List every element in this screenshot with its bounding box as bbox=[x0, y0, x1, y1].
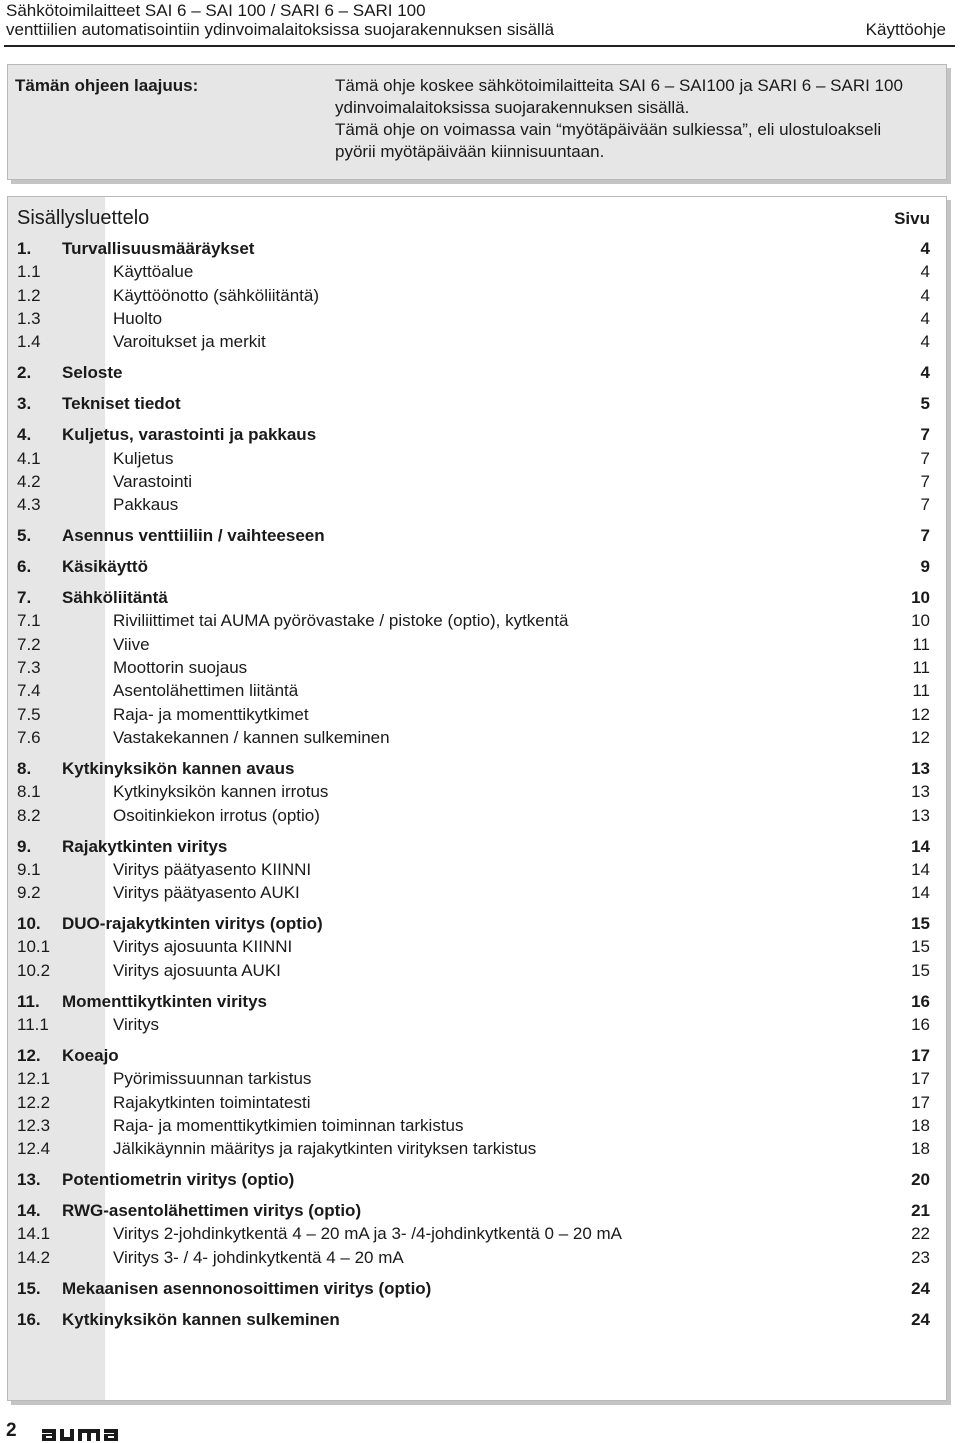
toc-entry-number: 5. bbox=[17, 526, 32, 545]
toc-entry-number: 12.4 bbox=[17, 1139, 51, 1158]
toc-entry-title: Pyörimissuunnan tarkistus bbox=[113, 1069, 312, 1088]
toc-entry-number: 13. bbox=[17, 1170, 41, 1189]
toc-entry[interactable] bbox=[8, 610, 946, 632]
toc-entry-page: 13 bbox=[911, 806, 930, 825]
toc-entry[interactable] bbox=[8, 556, 946, 578]
toc-entry-number: 1.1 bbox=[17, 262, 41, 281]
toc-entry[interactable] bbox=[8, 991, 946, 1013]
toc-entry-page: 14 bbox=[911, 883, 930, 902]
toc-entry-title: Tekniset tiedot bbox=[62, 394, 181, 413]
toc-entry-page: 4 bbox=[920, 363, 930, 382]
toc-entry-number: 4.2 bbox=[17, 472, 41, 491]
toc-entry-number: 1.2 bbox=[17, 286, 41, 305]
toc-entry-page: 16 bbox=[911, 992, 930, 1011]
toc-entry-number: 8.1 bbox=[17, 782, 41, 801]
toc-entry-page: 17 bbox=[911, 1046, 930, 1065]
toc-entry-page: 11 bbox=[912, 658, 930, 677]
toc-entry-page: 14 bbox=[911, 837, 930, 856]
toc-entry-page: 14 bbox=[911, 860, 930, 879]
toc-entry[interactable] bbox=[8, 1247, 946, 1269]
toc-entry-page: 11 bbox=[912, 681, 930, 700]
toc-entry-title: Raja- ja momenttikytkimet bbox=[113, 705, 309, 724]
scope-line: pyörii myötäpäivään kiinnisuuntaan. bbox=[335, 142, 605, 161]
toc-entry[interactable] bbox=[8, 781, 946, 803]
toc-entry-number: 10. bbox=[17, 914, 41, 933]
toc-entry[interactable] bbox=[8, 936, 946, 958]
toc-entry-number: 8. bbox=[17, 759, 32, 778]
toc-entry-page: 18 bbox=[911, 1116, 930, 1135]
toc-entry-title: DUO-rajakytkinten viritys (optio) bbox=[62, 914, 323, 933]
toc-entry-title: Kytkinyksikön kannen irrotus bbox=[113, 782, 329, 801]
toc-entry-page: 15 bbox=[911, 937, 930, 956]
header-title-line1: Sähkötoimilaitteet SAI 6 – SAI 100 / SARI 6 – SARI 100 bbox=[6, 1, 426, 20]
toc-entry[interactable] bbox=[8, 913, 946, 935]
toc-entry[interactable] bbox=[8, 1045, 946, 1067]
toc-entry[interactable] bbox=[8, 1115, 946, 1137]
toc-entry[interactable] bbox=[8, 1092, 946, 1114]
toc-entry-title: Kytkinyksikön kannen avaus bbox=[62, 759, 295, 778]
toc-entry-number: 10.2 bbox=[17, 961, 51, 980]
header-title-line2: venttiilien automatisointiin ydinvoimalaitoksissa suojarakennuksen sisällä bbox=[6, 20, 555, 39]
toc-entry-page: 7 bbox=[920, 449, 930, 468]
toc-entry-number: 15. bbox=[17, 1279, 41, 1298]
toc-entry-page: 12 bbox=[911, 728, 930, 747]
toc-entry-number: 6. bbox=[17, 557, 32, 576]
toc-entry-page: 24 bbox=[911, 1279, 930, 1298]
toc-entry[interactable] bbox=[8, 758, 946, 780]
toc-entry-number: 1.4 bbox=[17, 332, 41, 351]
toc-entry[interactable] bbox=[8, 525, 946, 547]
scope-line: Tämä ohje on voimassa vain “myötäpäivään sulkiessa”, eli ulostuloakseli bbox=[335, 120, 882, 139]
toc-entry[interactable] bbox=[8, 424, 946, 446]
toc-entry-title: Osoitinkiekon irrotus (optio) bbox=[113, 806, 320, 825]
toc-entry[interactable] bbox=[8, 1223, 946, 1245]
toc-entry[interactable] bbox=[8, 680, 946, 702]
toc-entry-number: 4. bbox=[17, 425, 32, 444]
toc-entry-title: Viritys 2-johdinkytkentä 4 – 20 mA ja 3- /4-johdinkytkentä 0 – 20 mA bbox=[113, 1224, 623, 1243]
toc-entry-title: Viive bbox=[113, 635, 150, 654]
toc-entry-page: 4 bbox=[920, 262, 930, 281]
toc-entry-title: Kuljetus bbox=[113, 449, 174, 468]
toc-entry-title: Käyttöalue bbox=[113, 262, 194, 281]
toc-entry-page: 13 bbox=[911, 782, 930, 801]
toc-entry-number: 7.2 bbox=[17, 635, 41, 654]
toc-entry-title: Viritys päätyasento KIINNI bbox=[113, 860, 312, 879]
toc-entry[interactable] bbox=[8, 261, 946, 283]
toc-entry-number: 12.3 bbox=[17, 1116, 51, 1135]
toc-entry-number: 4.3 bbox=[17, 495, 41, 514]
auma-logo bbox=[40, 1420, 130, 1442]
toc-entry-page: 7 bbox=[920, 495, 930, 514]
scope-line: ydinvoimalaitoksissa suojarakennuksen sisällä. bbox=[335, 98, 690, 117]
toc-entry-title: Riviliittimet tai AUMA pyörövastake / pistoke (optio), kytkentä bbox=[113, 611, 569, 630]
toc-entry[interactable] bbox=[8, 805, 946, 827]
toc-page-header: Sivu bbox=[894, 209, 930, 228]
toc-entry-title: Viritys päätyasento AUKI bbox=[113, 883, 300, 902]
toc-entry-page: 18 bbox=[911, 1139, 930, 1158]
toc-entry[interactable] bbox=[8, 1200, 946, 1222]
toc-entry-title: Huolto bbox=[113, 309, 163, 328]
toc-entry-number: 9.1 bbox=[17, 860, 41, 879]
toc-entry-number: 9. bbox=[17, 837, 32, 856]
toc-entry-page: 24 bbox=[911, 1310, 930, 1329]
toc-entry[interactable] bbox=[8, 1169, 946, 1191]
toc-entry-number: 12.1 bbox=[17, 1069, 51, 1088]
toc-entry-number: 12. bbox=[17, 1046, 41, 1065]
toc-entry-number: 16. bbox=[17, 1310, 41, 1329]
toc-entry-title: Koeajo bbox=[62, 1046, 119, 1065]
toc-entry-title: Raja- ja momenttikytkimien toiminnan tarkistus bbox=[113, 1116, 464, 1135]
toc-entry-number: 7.3 bbox=[17, 658, 41, 677]
scope-line: Tämä ohje koskee sähkötoimilaitteita SAI 6 – SAI100 ja SARI 6 – SARI 100 bbox=[335, 76, 903, 95]
toc-entry-page: 15 bbox=[911, 914, 930, 933]
toc-entry-page: 16 bbox=[911, 1015, 930, 1034]
toc-entry-number: 7.5 bbox=[17, 705, 41, 724]
toc-entry-title: Viritys ajosuunta AUKI bbox=[113, 961, 281, 980]
toc-entry-number: 1. bbox=[17, 239, 32, 258]
toc-entry-title: Pakkaus bbox=[113, 495, 179, 514]
toc-entry[interactable] bbox=[8, 362, 946, 384]
toc-entry-page: 17 bbox=[911, 1093, 930, 1112]
toc-entry-title: Potentiometrin viritys (optio) bbox=[62, 1170, 295, 1189]
page-header bbox=[0, 0, 960, 48]
toc-entry-page: 9 bbox=[920, 557, 930, 576]
toc-entry-page: 10 bbox=[911, 611, 930, 630]
toc-entry-page: 17 bbox=[911, 1069, 930, 1088]
toc-entry-title: Viritys 3- / 4- johdinkytkentä 4 – 20 mA bbox=[113, 1248, 404, 1267]
toc-entry[interactable] bbox=[8, 587, 946, 609]
toc-entry[interactable] bbox=[8, 331, 946, 353]
toc-entry-title: Varoitukset ja merkit bbox=[113, 332, 266, 351]
toc-entry-page: 5 bbox=[920, 394, 930, 413]
toc-entry[interactable] bbox=[8, 448, 946, 470]
toc-entry[interactable] bbox=[8, 308, 946, 330]
toc-entry-title: Moottorin suojaus bbox=[113, 658, 248, 677]
toc-entry-number: 7.4 bbox=[17, 681, 41, 700]
toc-entry-title: Kytkinyksikön kannen sulkeminen bbox=[62, 1310, 340, 1329]
toc-entry-number: 8.2 bbox=[17, 806, 41, 825]
scope-box bbox=[7, 64, 947, 180]
toc-entry-page: 21 bbox=[911, 1201, 930, 1220]
toc-entry-number: 11.1 bbox=[17, 1015, 49, 1034]
toc-entry-title: Sähköliitäntä bbox=[62, 588, 168, 607]
toc-entry[interactable] bbox=[8, 882, 946, 904]
toc-entry-title: Rajakytkinten viritys bbox=[62, 837, 228, 856]
toc-entry[interactable] bbox=[8, 727, 946, 749]
toc-entry[interactable] bbox=[8, 285, 946, 307]
toc-entry-number: 12.2 bbox=[17, 1093, 51, 1112]
toc-entry-title: Seloste bbox=[62, 363, 123, 382]
toc-entry-title: Käyttöönotto (sähköliitäntä) bbox=[113, 286, 320, 305]
toc-entry-page: 11 bbox=[912, 635, 930, 654]
toc-entry-page: 7 bbox=[920, 472, 930, 491]
toc-entry-number: 11. bbox=[17, 992, 40, 1011]
toc-entry-title: Asentolähettimen liitäntä bbox=[113, 681, 299, 700]
toc-entry-title: Jälkikäynnin määritys ja rajakytkinten virityksen tarkistus bbox=[113, 1139, 537, 1158]
toc-entry-number: 10.1 bbox=[17, 937, 51, 956]
header-doc-type: Käyttöohje bbox=[865, 20, 946, 39]
toc-entry-number: 4.1 bbox=[17, 449, 41, 468]
toc-entry-title: Momenttikytkinten viritys bbox=[62, 992, 267, 1011]
toc-entry-number: 7. bbox=[17, 588, 32, 607]
toc-entry[interactable] bbox=[8, 704, 946, 726]
toc-entry[interactable] bbox=[8, 859, 946, 881]
toc-entry-page: 13 bbox=[911, 759, 930, 778]
toc-entry[interactable] bbox=[8, 836, 946, 858]
scope-text bbox=[335, 75, 939, 163]
toc-entry[interactable] bbox=[8, 238, 946, 260]
toc-entry-page: 10 bbox=[911, 588, 930, 607]
toc-entry-title: Turvallisuusmääräykset bbox=[62, 239, 255, 258]
header-divider bbox=[4, 45, 955, 47]
toc-entry-page: 7 bbox=[920, 526, 930, 545]
toc-entry-title: Rajakytkinten toimintatesti bbox=[113, 1093, 311, 1112]
toc-entry-page: 4 bbox=[920, 332, 930, 351]
toc-entry-page: 7 bbox=[920, 425, 930, 444]
toc-entry-number: 7.6 bbox=[17, 728, 41, 747]
toc-entry-page: 20 bbox=[911, 1170, 930, 1189]
toc-entry-title: Kuljetus, varastointi ja pakkaus bbox=[62, 425, 317, 444]
toc-entry-page: 23 bbox=[911, 1248, 930, 1267]
toc-entry[interactable] bbox=[8, 494, 946, 516]
scope-label: Tämän ohjeen laajuus: bbox=[15, 76, 199, 95]
toc-entry-page: 15 bbox=[911, 961, 930, 980]
toc-entry[interactable] bbox=[8, 1278, 946, 1300]
toc-entry-number: 7.1 bbox=[17, 611, 41, 630]
toc-entry-page: 4 bbox=[920, 286, 930, 305]
toc-entry-page: 12 bbox=[911, 705, 930, 724]
page-number: 2 bbox=[6, 1420, 17, 1441]
toc-entry[interactable] bbox=[8, 1309, 946, 1331]
toc-entry-page: 22 bbox=[911, 1224, 930, 1243]
toc-entry-title: Varastointi bbox=[113, 472, 193, 491]
toc-entry[interactable] bbox=[8, 657, 946, 679]
toc-entry[interactable] bbox=[8, 960, 946, 982]
toc-entry-title: Vastakekannen / kannen sulkeminen bbox=[113, 728, 390, 747]
toc-entry[interactable] bbox=[8, 634, 946, 656]
toc-entry[interactable] bbox=[8, 471, 946, 493]
toc-entry-title: Käsikäyttö bbox=[62, 557, 148, 576]
toc-entry-number: 14. bbox=[17, 1201, 41, 1220]
toc-entry[interactable] bbox=[8, 1014, 946, 1036]
toc-entry-number: 2. bbox=[17, 363, 32, 382]
toc-entry[interactable] bbox=[8, 1138, 946, 1160]
toc-entry-title: Asennus venttiiliin / vaihteeseen bbox=[62, 526, 325, 545]
toc-entry-number: 14.1 bbox=[17, 1224, 51, 1243]
toc-title: Sisällysluettelo bbox=[17, 207, 150, 229]
toc-entry-number: 1.3 bbox=[17, 309, 41, 328]
toc-entry-number: 9.2 bbox=[17, 883, 41, 902]
toc-entry-title: RWG-asentolähettimen viritys (optio) bbox=[62, 1201, 362, 1220]
toc-entry-number: 14.2 bbox=[17, 1248, 51, 1267]
table-of-contents bbox=[7, 196, 947, 1401]
toc-entry[interactable] bbox=[8, 393, 946, 415]
toc-entry-title: Viritys ajosuunta KIINNI bbox=[113, 937, 293, 956]
toc-entry-page: 4 bbox=[920, 239, 930, 258]
toc-entry-number: 3. bbox=[17, 394, 32, 413]
toc-entry-title: Mekaanisen asennonosoittimen viritys (optio) bbox=[62, 1279, 432, 1298]
toc-entry-title: Viritys bbox=[113, 1015, 159, 1034]
toc-entry[interactable] bbox=[8, 1068, 946, 1090]
toc-entry-page: 4 bbox=[920, 309, 930, 328]
